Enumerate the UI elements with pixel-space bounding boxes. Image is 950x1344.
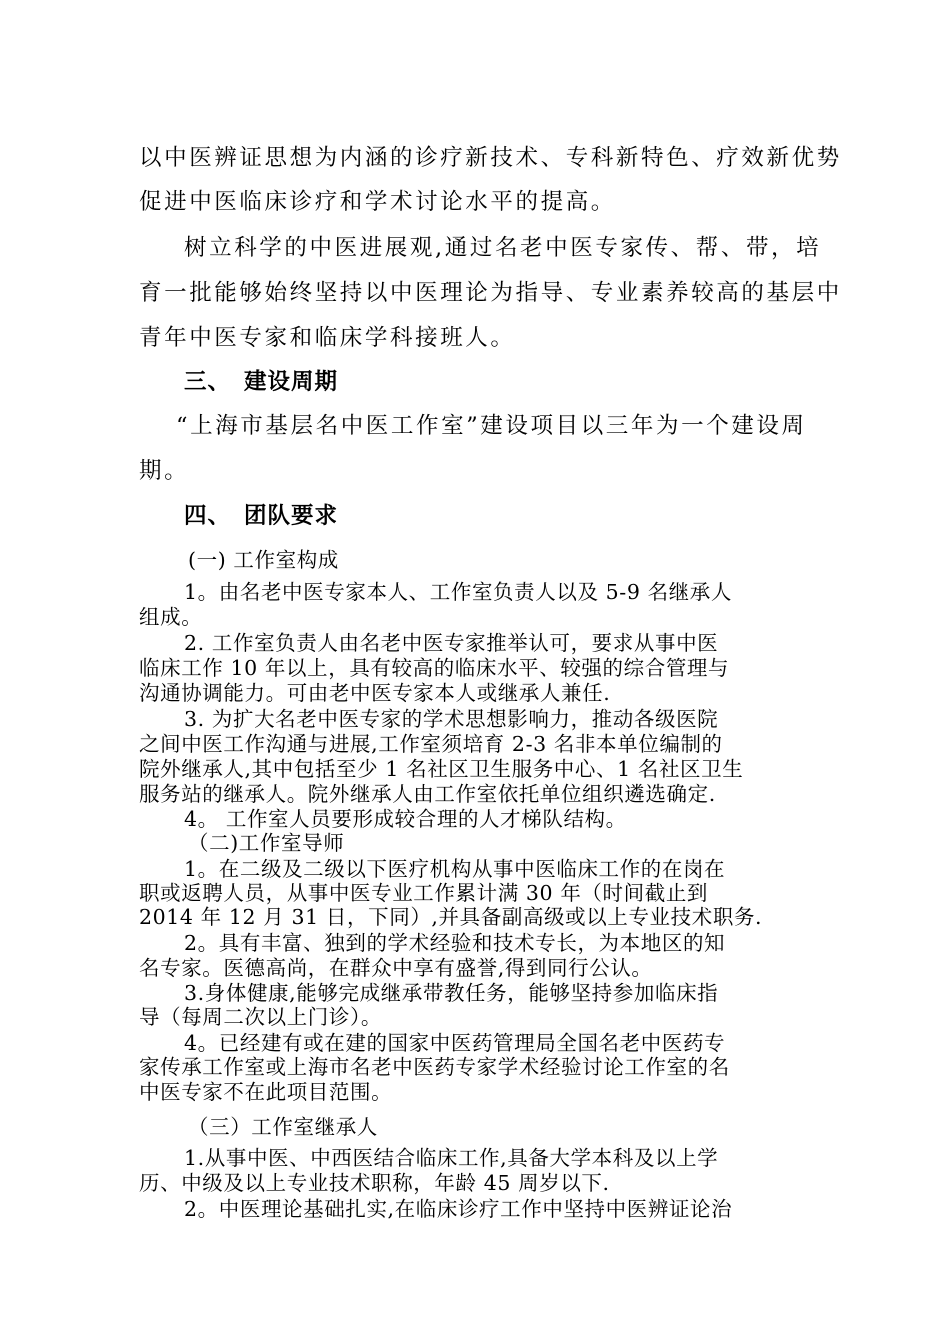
list-item-line: 临床工作 10 年以上，具有较高的临床水平、较强的综合管理与	[139, 656, 730, 680]
list-item-line: 院外继承人,其中包括至少 1 名社区卫生服务中心、1 名社区卫生	[139, 757, 744, 781]
paragraph-line: 青年中医专家和临床学科接班人。	[139, 325, 516, 351]
paragraph-line: 以中医辨证思想为内涵的诊疗新技术、专科新特色、疗效新优势	[139, 145, 842, 171]
heading-number: 四、	[184, 503, 232, 529]
subsection-heading: （二)工作室导师	[188, 831, 345, 855]
list-item-line: 组成。	[139, 605, 203, 629]
paragraph-line: “上海市基层名中医工作室”建设项目以三年为一个建设周	[176, 413, 807, 439]
list-item-line: 2014 年 12 月 31 日，下同）,并具备副高级或以上专业技术职务.	[139, 905, 763, 929]
list-item-line: 1。在二级及二级以下医疗机构从事中医临床工作的在岗在	[184, 857, 726, 881]
section-heading-4	[184, 498, 338, 530]
list-item-line: 历、中级及以上专业技术职称，年龄 45 周岁以下.	[139, 1171, 610, 1195]
paragraph-line: 树立科学的中医进展观,通过名老中医专家传、帮、带，培	[184, 235, 822, 261]
heading-text: 团队要求	[244, 503, 339, 529]
list-item-line: 职或返聘人员，从事中医专业工作累计满 30 年（时间截止到	[139, 881, 709, 905]
subsection-heading: （三）工作室继承人	[188, 1115, 378, 1139]
list-item-line: 名专家。医德高尚，在群众中享有盛誉,得到同行公认。	[139, 956, 653, 980]
paragraph-line: 促进中医临床诊疗和学术讨论水平的提高。	[139, 189, 616, 215]
list-item-line: 1.从事中医、中西医结合临床工作,具备大学本科及以上学	[184, 1146, 719, 1170]
section-heading-3	[184, 364, 338, 396]
subsection-heading: (一) 工作室构成	[188, 548, 339, 572]
list-item-line: 中医专家不在此项目范围。	[139, 1080, 393, 1104]
list-item-line: 2。具有丰富、独到的学术经验和技术专长，为本地区的知	[184, 931, 726, 955]
list-item-line: 2。中医理论基础扎实,在临床诊疗工作中坚持中医辨证论治	[184, 1197, 733, 1221]
list-item-line: 家传承工作室或上海市名老中医药专家学术经验讨论工作室的名	[139, 1055, 730, 1079]
list-item-line: 服务站的继承人。院外继承人由工作室依托单位组织遴选确定.	[139, 782, 716, 806]
list-item-line: 沟通协调能力。可由老中医专家本人或继承人兼任.	[139, 681, 611, 705]
paragraph-line: 期。	[139, 458, 190, 484]
list-item-line: 1。由名老中医专家本人、工作室负责人以及 5-9 名继承人	[184, 580, 732, 604]
paragraph-line: 育一批能够始终坚持以中医理论为指导、专业素养较高的基层中	[139, 280, 842, 306]
list-item-line: 4。 工作室人员要形成较合理的人才梯队结构。	[184, 807, 627, 831]
heading-text: 建设周期	[244, 369, 339, 395]
list-item-line: 之间中医工作沟通与进展,工作室须培育 2-3 名非本单位编制的	[139, 732, 723, 756]
list-item-line: 3. 为扩大名老中医专家的学术思想影响力，推动各级医院	[184, 707, 719, 731]
list-item-line: 2. 工作室负责人由名老中医专家推举认可，要求从事中医	[184, 631, 719, 655]
list-item-line: 3.身体健康,能够完成继承带教任务，能够坚持参加临床指	[184, 981, 719, 1005]
heading-number: 三、	[184, 369, 232, 395]
list-item-line: 4。已经建有或在建的国家中医药管理局全国名老中医药专	[184, 1031, 726, 1055]
list-item-line: 导（每周二次以上门诊）。	[139, 1005, 382, 1029]
